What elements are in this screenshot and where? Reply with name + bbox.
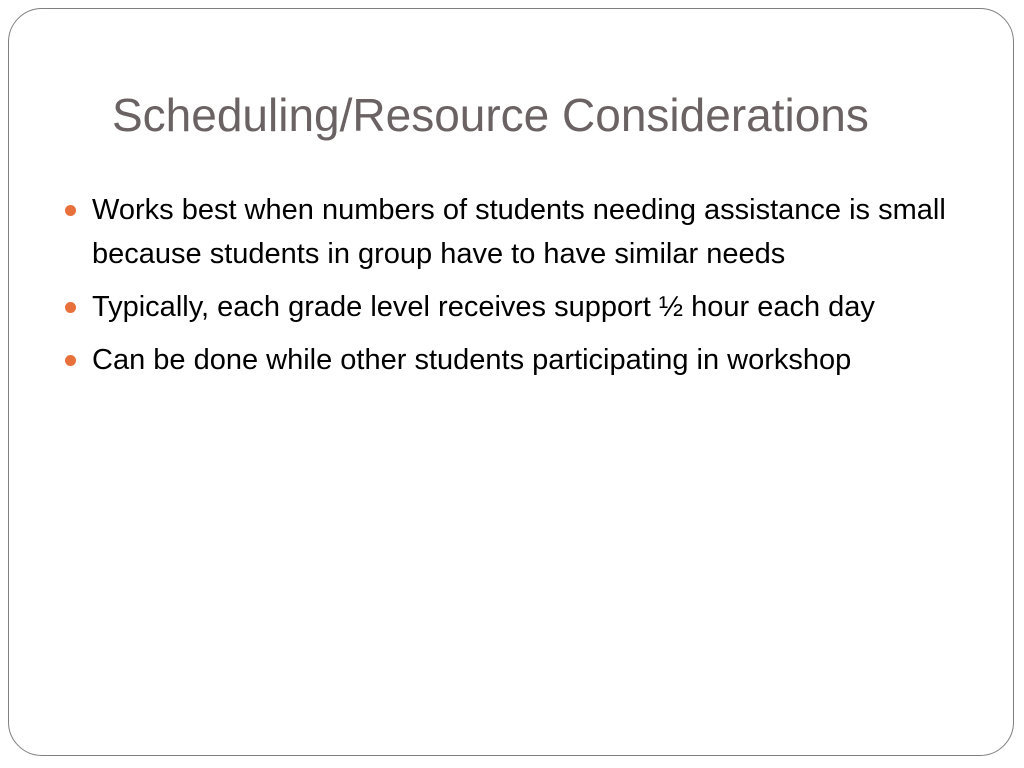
bullet-text: Typically, each grade level receives support ½ hour each day <box>92 291 875 323</box>
slide-title: Scheduling/Resource Considerations <box>112 89 869 141</box>
bullet-text: Works best when numbers of students needing assistance is small because students in group have to have similar needs <box>92 194 946 270</box>
bullet-dot-icon <box>65 205 76 216</box>
bullet-list <box>62 188 972 391</box>
bullet-item <box>62 188 972 276</box>
bullet-item <box>62 285 972 329</box>
bullet-dot-icon <box>65 355 76 366</box>
bullet-dot-icon <box>65 302 76 313</box>
bullet-text: Can be done while other students participating in workshop <box>92 344 852 376</box>
bullet-item <box>62 338 972 382</box>
